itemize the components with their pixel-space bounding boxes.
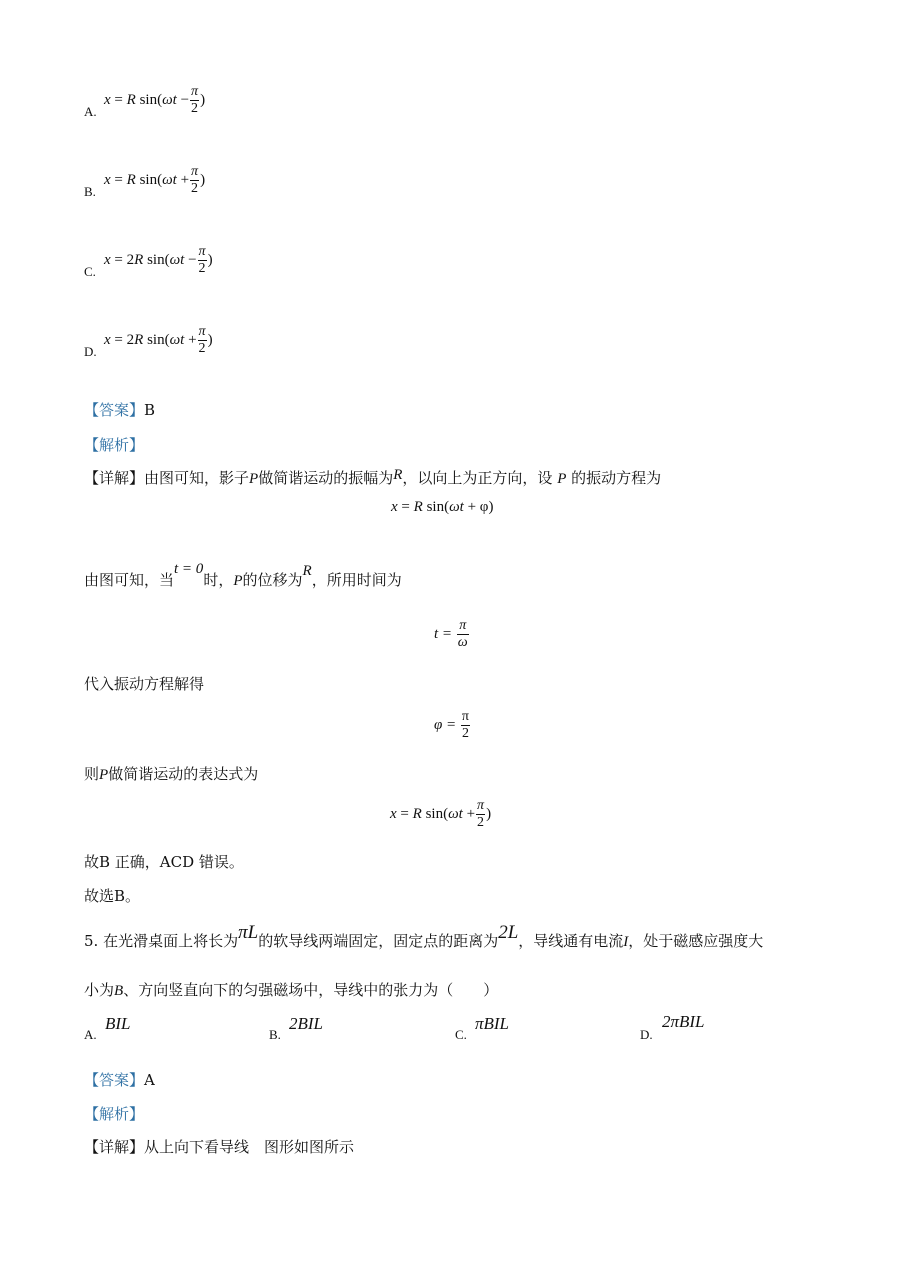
equation-final: x = R sin(ωt + $\frac{\pi}{2}$ ) xyxy=(390,798,492,830)
answer-line-q5 xyxy=(84,1070,155,1090)
analysis-tag-q5: 【解析】 xyxy=(84,1105,145,1123)
equation-general: x = R sin(ωt + φ) xyxy=(391,499,494,515)
answer-tag: 【答案】 xyxy=(84,1071,145,1089)
conclusion-line: 故B 正确，ACD 错误。 xyxy=(84,853,244,871)
equation-phi: φ = $\frac{\pi}{2}$ xyxy=(434,709,469,741)
option-formula: x = 2R sin(ωt + $\frac{\pi}{2}$ ) xyxy=(104,324,213,356)
detail-line-1: 【详解】由图可知，影子P做简谐运动的振幅为R，以向上为正方向，设 P 的振动方程为 xyxy=(84,467,662,487)
option-label: A. xyxy=(84,104,97,119)
option-label: C. xyxy=(84,264,96,279)
option-formula: x = 2R sin(ωt − $\frac{\pi}{2}$ ) xyxy=(104,244,213,276)
answer-value: B xyxy=(144,401,156,419)
option-formula: x = R sin(ωt − $\frac{\pi}{2}$ ) xyxy=(104,84,206,116)
analysis-tag: 【解析】 xyxy=(84,436,145,454)
detail-q5: 【详解】从上向下看导线 图形如图所示 xyxy=(84,1138,355,1156)
equation-time: t = $\frac{\pi}{\omega}$ xyxy=(434,618,468,650)
option-label: B. xyxy=(84,184,96,199)
detail-line-2: 由图可知，当t = 0时，P的位移为R，所用时间为 xyxy=(84,561,402,589)
choose-line: 故选B。 xyxy=(84,887,141,905)
option-formula: x = R sin(ωt + $\frac{\pi}{2}$ ) xyxy=(104,164,206,196)
question-5-line-1: 5. 在光滑桌面上将长为πL的软导线两端固定，固定点的距离为2L，导线通有电流I，处于磁感应强度大 xyxy=(84,922,764,950)
question-5-line-2: 小为B、方向竖直向下的匀强磁场中，导线中的张力为（ ） xyxy=(84,981,499,999)
answer-value: A xyxy=(144,1071,155,1089)
answer-tag: 【答案】 xyxy=(84,401,145,419)
option-label: D. xyxy=(84,344,97,359)
detail-line-3: 代入振动方程解得 xyxy=(84,675,205,693)
answer-line xyxy=(84,400,155,420)
detail-line-4: 则P做简谐运动的表达式为 xyxy=(84,765,259,783)
